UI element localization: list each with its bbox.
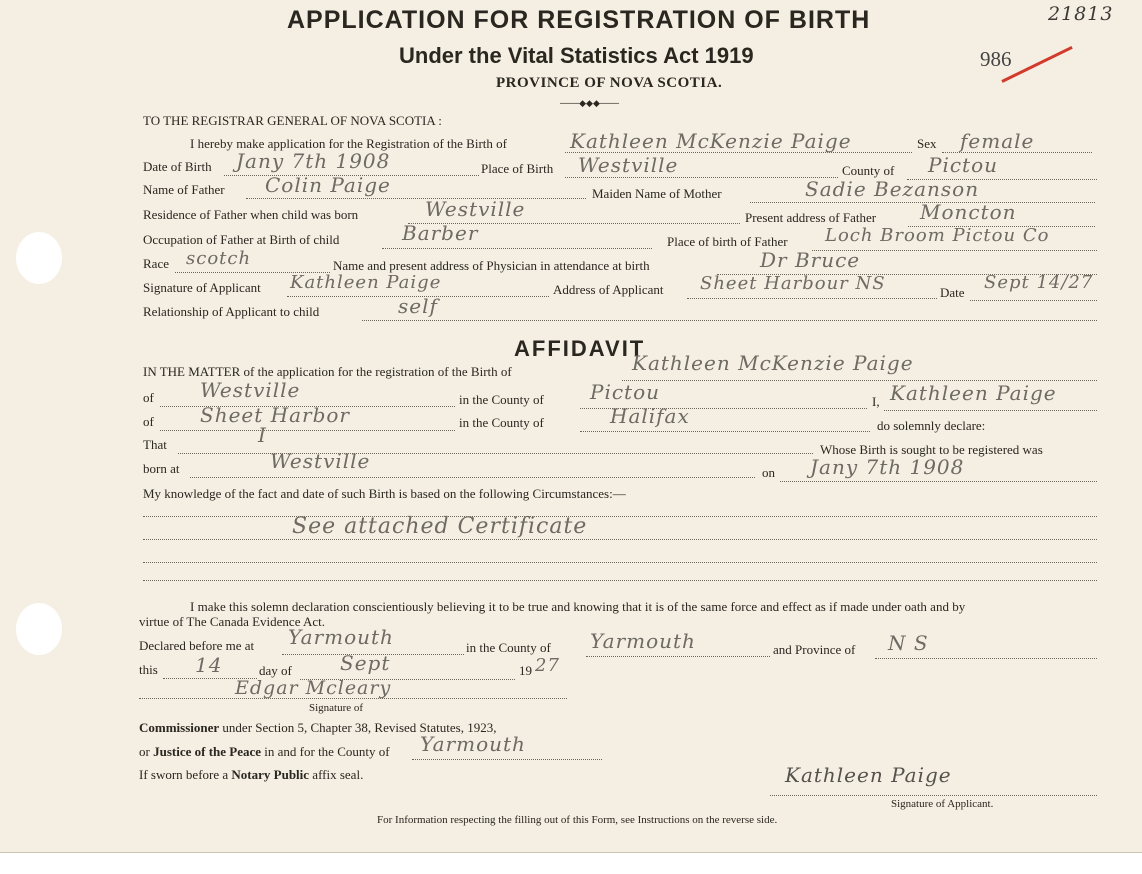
declared-at-value: Yarmouth: [288, 625, 394, 649]
that-value: I: [258, 423, 267, 447]
affidavit-declarant-value: Kathleen Paige: [890, 381, 1057, 405]
affidavit-of-value-2: Sheet Harbor: [200, 403, 350, 427]
affidavit-county-value-2: Halifax: [610, 404, 690, 428]
occupation-value: Barber: [402, 221, 479, 245]
stamp-number-top: 21813: [1048, 3, 1114, 25]
occupation-label: Occupation of Father at Birth of child: [143, 232, 340, 247]
affidavit-of-label-2: of: [143, 414, 154, 429]
stamp-number-struck: 986: [980, 47, 1012, 71]
affidavit-matter-label: IN THE MATTER of the application for the registration of the Birth of: [143, 364, 512, 379]
applicant-address-value: Sheet Harbour NS: [700, 273, 886, 294]
father-value: Colin Paige: [265, 173, 391, 197]
punch-hole-bottom: [16, 603, 62, 655]
father-birthplace-value: Loch Broom Pictou Co: [825, 225, 1050, 246]
date-value: Sept 14/27: [984, 272, 1094, 293]
signature-of-label: Signature of: [309, 702, 364, 714]
father-label: Name of Father: [143, 182, 225, 197]
mother-value: Sadie Bezanson: [805, 177, 980, 201]
affidavit-i-label: I,: [872, 394, 880, 409]
affidavit-county-value-1: Pictou: [590, 380, 661, 404]
justice-county-line: [412, 759, 602, 760]
knowledge-label: My knowledge of the fact and date of such Birth is based on the following Circumstances:—: [143, 486, 626, 501]
present-address-value: Moncton: [920, 200, 1017, 224]
sex-label: Sex: [917, 136, 937, 151]
province-of-label: and Province of: [773, 642, 856, 657]
affidavit-of-label: of: [143, 390, 154, 405]
relationship-line: [362, 320, 1097, 321]
born-at-line: [190, 477, 755, 478]
affidavit-county-line-3: [586, 656, 770, 657]
applicant-address-label: Address of Applicant: [553, 282, 664, 297]
this-label: this: [139, 662, 158, 677]
child-name-value: Kathleen McKenzie Paige: [570, 129, 852, 153]
affidavit-county-value-3: Yarmouth: [590, 629, 696, 653]
province-line: [875, 658, 1097, 659]
race-label: Race: [143, 256, 169, 271]
province-value: N S: [888, 631, 929, 655]
circumstances-line-2: [143, 539, 1097, 540]
county-label: County of: [842, 163, 895, 178]
affidavit-county-label-3: in the County of: [466, 640, 551, 655]
physician-label: Name and present address of Physician in attendance at birth: [333, 258, 650, 273]
justice-line: [139, 744, 390, 759]
day-value: 14: [195, 653, 223, 677]
header-ornament: ───◆◆◆───: [560, 98, 620, 108]
province-heading: PROVINCE OF NOVA SCOTIA.: [496, 75, 723, 91]
form-subtitle: Under the Vital Statistics Act 1919: [399, 43, 754, 68]
signature-of-applicant-label: Signature of Applicant.: [891, 798, 994, 810]
declaration-line-2: virtue of The Canada Evidence Act.: [139, 614, 326, 629]
affidavit-county-label-2: in the County of: [459, 415, 544, 430]
that-label: That: [143, 437, 167, 452]
applicant-signature-2: Kathleen Paige: [785, 763, 952, 787]
date-line: [970, 300, 1097, 301]
notary-pre: If sworn before a: [139, 767, 232, 782]
circumstances-line-4: [143, 580, 1097, 581]
relationship-value: self: [398, 294, 438, 318]
father-birthplace-label: Place of birth of Father: [667, 234, 788, 249]
year-value: 27: [535, 655, 560, 676]
county-value: Pictou: [928, 153, 999, 177]
born-on-value: Jany 7th 1908: [810, 455, 965, 479]
justice-rest: in and for the County of: [261, 744, 390, 759]
circumstances-line-1: [143, 516, 1097, 517]
place-of-birth-label: Place of Birth: [481, 161, 554, 176]
affidavit-declarant-line: [884, 410, 1097, 411]
residence-label: Residence of Father when child was born: [143, 207, 359, 222]
affidavit-heading: AFFIDAVIT: [514, 336, 646, 361]
occupation-line: [382, 248, 652, 249]
declared-before-label: Declared before me at: [139, 638, 255, 653]
intro-label: I hereby make application for the Registration of the Birth of: [190, 136, 507, 151]
affidavit-county-line-2: [580, 431, 870, 432]
place-of-birth-line: [565, 177, 838, 178]
justice-county-value: Yarmouth: [420, 732, 526, 756]
affidavit-county-label-1: in the County of: [459, 392, 544, 407]
father-line: [246, 198, 586, 199]
affidavit-child-value: Kathleen McKenzie Paige: [632, 351, 914, 375]
day-of-label: day of: [259, 663, 292, 678]
relationship-label: Relationship of Applicant to child: [143, 304, 320, 319]
form-title: APPLICATION FOR REGISTRATION OF BIRTH: [287, 6, 871, 34]
residence-value: Westville: [425, 197, 526, 221]
month-value: Sept: [340, 651, 391, 675]
year-prefix: 19: [519, 663, 532, 678]
place-of-birth-value: Westville: [578, 153, 679, 177]
on-label: on: [762, 465, 775, 480]
affidavit-of-value: Westville: [200, 378, 301, 402]
circumstances-value: See attached Certificate: [292, 514, 588, 539]
to-registrar: TO THE REGISTRAR GENERAL OF NOVA SCOTIA :: [143, 113, 442, 128]
applicant-signature-value: Kathleen Paige: [290, 272, 442, 293]
notary-bold: Notary Public: [231, 767, 310, 782]
declaration-line-1: I make this solemn declaration conscientiously believing it to be true and knowing that it is of the same force and effect as if made under oath and by: [190, 599, 966, 614]
commissioner-rest: under Section 5, Chapter 38, Revised Statutes, 1923,: [219, 720, 497, 735]
sex-value: female: [960, 129, 1035, 153]
mother-label: Maiden Name of Mother: [592, 186, 722, 201]
applicant-address-line: [687, 298, 937, 299]
date-of-birth-value: Jany 7th 1908: [236, 149, 391, 173]
whose-birth-label: Whose Birth is sought to be registered was: [820, 442, 1043, 457]
born-at-label: born at: [143, 461, 180, 476]
notary-post: affix seal.: [309, 767, 364, 782]
born-on-line: [780, 481, 1097, 482]
date-label: Date: [940, 285, 965, 300]
race-value: scotch: [186, 248, 252, 269]
commissioner-bold: Commissioner: [139, 720, 220, 735]
date-of-birth-label: Date of Birth: [143, 159, 212, 174]
born-at-value: Westville: [270, 449, 371, 473]
footer-note: For Information respecting the filling out of this Form, see Instructions on the reverse side.: [377, 814, 778, 826]
or-label: or: [139, 744, 154, 759]
affidavit-of-line-2: [160, 430, 455, 431]
official-signature: Edgar Mcleary: [235, 677, 392, 699]
applicant-signature-label: Signature of Applicant: [143, 280, 261, 295]
present-address-label: Present address of Father: [745, 210, 877, 225]
red-strike-mark: [1001, 46, 1072, 83]
applicant-signature-line-2: [770, 795, 1097, 796]
physician-value: Dr Bruce: [760, 248, 861, 272]
punch-hole-top: [16, 232, 62, 284]
circumstances-line-3: [143, 562, 1097, 563]
solemnly-declare-label: do solemnly declare:: [877, 418, 986, 433]
notary-line: [139, 767, 363, 782]
justice-bold: Justice of the Peace: [153, 744, 262, 759]
